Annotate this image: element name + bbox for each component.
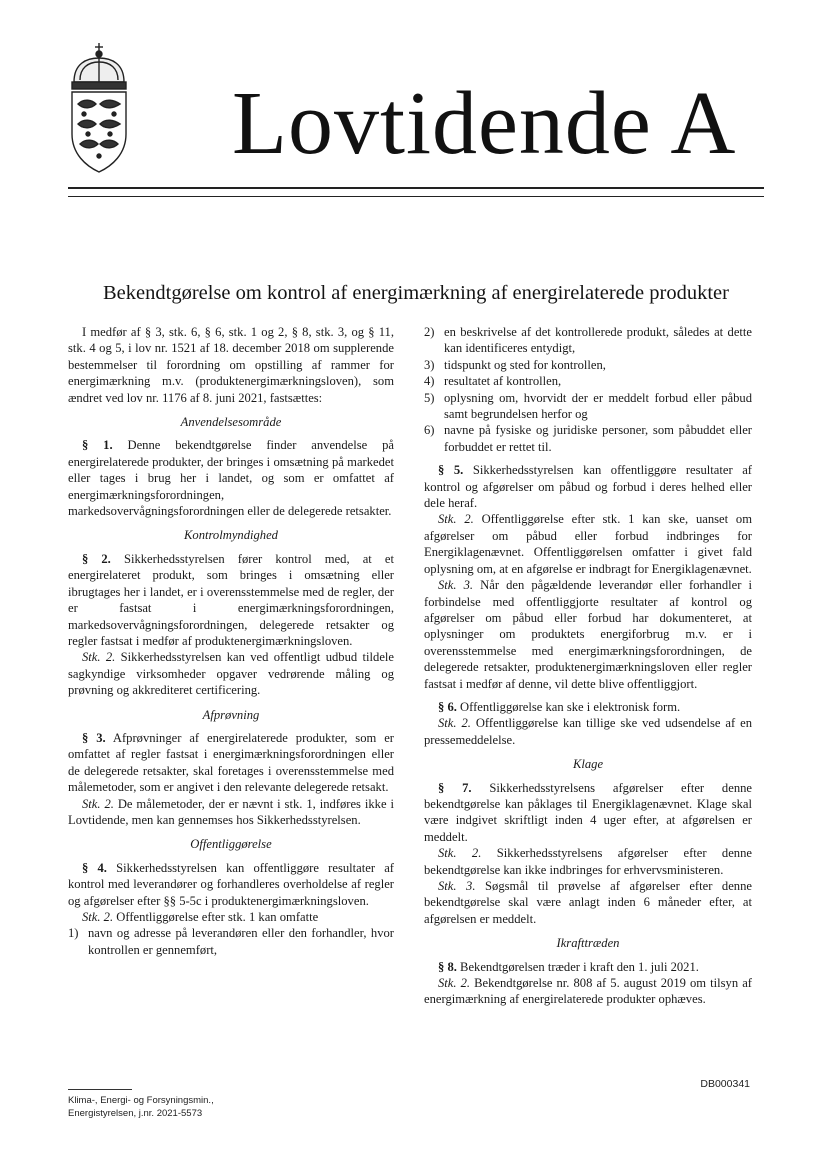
heading-ikrafttraeden: Ikrafttræden: [556, 936, 620, 951]
footnote-ministry: Klima-, Energi- og Forsyningsmin.,: [68, 1095, 214, 1106]
list-item: [424, 357, 752, 373]
list-item: [424, 422, 752, 455]
section-6: [424, 699, 752, 715]
list-item: [424, 324, 752, 357]
footnote-rule: [68, 1089, 132, 1090]
section-3: [68, 730, 394, 796]
section-2-label: § 2.: [82, 551, 111, 566]
footnote-agency: Energistyrelsen, j.nr. 2021-5573: [68, 1108, 203, 1119]
section-5: [424, 462, 752, 511]
heading-afproevning: Afprøvning: [202, 707, 260, 722]
section-5-stk-2-label: Stk. 2.: [438, 512, 474, 527]
right-column: [424, 324, 752, 1008]
section-5-text: Sikkerhedsstyrelsen kan offentliggøre resultater af kontrol og afgørelser om påbud og forbud i deres helhed eller dele heraf.: [424, 463, 752, 511]
heading-anvendelsesomraade: Anvendelsesområde: [180, 415, 282, 430]
list-item-number: 6): [424, 423, 435, 438]
section-2: [68, 551, 394, 649]
section-1-label: § 1.: [82, 438, 113, 453]
section-6-stk-2-label: Stk. 2.: [438, 716, 471, 731]
section-2-stk-2-text: Sikkerhedsstyrelsen kan ved offentligt udbud tildele sagkyndige virksomheder opgaver vedrørende måling og prøvning og akkrediteret certificering.: [68, 650, 394, 698]
list-item-text: en beskrivelse af det kontrollerede produkt, således at dette kan identificeres entydigt,: [444, 325, 752, 356]
section-3-stk-2: [68, 796, 394, 829]
section-5-stk-2: [424, 511, 752, 577]
heading-kontrolmyndighed: Kontrolmyndighed: [184, 528, 278, 543]
section-4-stk-2: [68, 909, 394, 925]
document-title: Bekendtgørelse om kontrol af energimærkning af energirelaterede produkter: [103, 282, 729, 304]
section-5-label: § 5.: [438, 463, 464, 478]
section-5-stk-3: [424, 577, 752, 692]
list-item-number: 4): [424, 374, 435, 389]
section-8-label: § 8.: [438, 959, 457, 974]
section-7-stk-2-label: Stk. 2.: [438, 846, 482, 861]
section-6-label: § 6.: [438, 699, 457, 714]
section-2-stk-2-label: Stk. 2.: [82, 650, 116, 665]
section-7: [424, 780, 752, 846]
list-item-text: navne på fysiske og juridiske personer, som påbuddet eller forbuddet er rettet til.: [444, 423, 752, 454]
section-7-stk-2: [424, 845, 752, 878]
section-3-text: Afprøvninger af energirelaterede produkter, som er omfattet af regler fastsat i energimærkningsforordningen eller de delegerede retsakter, skal foretages i overensstemmelse med målemetoder, som er angivet i den relevante delegerede retsakt.: [68, 730, 394, 795]
section-8-stk-2-text: Bekendtgørelse nr. 808 af 5. august 2019 om tilsyn af energimærkning af energirelaterede produkter ophæves.: [424, 976, 752, 1007]
section-4-text: Sikkerhedsstyrelsen kan offentliggøre resultater af kontrol med leverandører og forhandleres overholdelse af regler og afgørelser efter §§ 5-5c i produktenergimærkningsloven.: [68, 860, 394, 908]
section-7-stk-2-text: Sikkerhedsstyrelsens afgørelser efter denne bekendtgørelse kan ikke indbringes for erhvervsministeren.: [424, 846, 752, 877]
section-8: [424, 959, 752, 975]
danish-coat-of-arms-icon: [66, 42, 132, 174]
list-item-text: resultatet af kontrollen,: [444, 374, 562, 389]
section-5-stk-2-text: Offentliggørelse efter stk. 1 kan ske, uanset om afgørelser om påbud eller forbud indbringes for Energiklagenævnet. Offentliggørelsen omfatter i givet fald oplysning om, at en afgørelse er indbragt for Energiklagenævnet.: [424, 512, 752, 576]
section-7-stk-3-text: Søgsmål til prøvelse af afgørelser efter denne bekendtgørelse skal være anlagt inden 6 måneder efter, at afgørelsen er meddelt.: [424, 879, 752, 926]
list-item: [68, 925, 394, 958]
list-item: [424, 373, 752, 389]
masthead-title: Lovtidende A: [232, 74, 737, 173]
section-4: [68, 860, 394, 909]
section-7-text: Sikkerhedsstyrelsens afgørelser efter denne bekendtgørelse kan påklages til Energiklagenævnet. Klage skal være indgivet skriftligt inden 4 uger efter, at afgørelsen er meddelt.: [424, 780, 752, 844]
preamble: I medfør af § 3, stk. 6, § 6, stk. 1 og 2, § 8, stk. 3, og § 11, stk. 4 og 5, i lov nr. 1521 af 18. december 2018 om supplerende bestemmelser til forordning om opstilling af rammer for energimærkning m.v. (produktenergimærkningsloven), som ændret ved lov nr. 1176 af 8. juni 2021, fastsættes:: [68, 325, 394, 405]
list-item-number: 2): [424, 325, 435, 339]
list-item: [424, 390, 752, 423]
section-8-text: Bekendtgørelsen træder i kraft den 1. juli 2021.: [460, 959, 699, 974]
section-4-label: § 4.: [82, 860, 107, 875]
section-7-label: § 7.: [438, 780, 472, 795]
left-column: [68, 324, 394, 958]
section-1: [68, 437, 394, 519]
list-item-text: oplysning om, hvorvidt der er meddelt forbud eller påbud samt begrundelsen herfor og: [444, 390, 752, 422]
heading-klage: Klage: [572, 757, 604, 772]
section-1-text: Denne bekendtgørelse finder anvendelse på energirelaterede produkter, der bringes i omsætning på markedet eller tages i brug her i landet, og som er omfattet af energimærkningsforordningen, markedsovervågningsforordningen eller de delegerede retsakter.: [68, 438, 394, 519]
section-6-stk-2-text: Offentliggørelse kan tillige ske ved udsendelse af en pressemeddelelse.: [424, 716, 752, 747]
section-2-text: Sikkerhedsstyrelsen fører kontrol med, at et energirelateret produkt, som bringes i omsætning eller ibrugtages her i landet, er i overensstemmelse med de regler, der er fastsat i energimærkningsforordningen, markedsovervågningsforordningen, delegerede retsakter og regler fastsat i medfør af produktenergimærkningsloven.: [68, 551, 394, 648]
heading-offentliggoerelse: Offentliggørelse: [190, 837, 272, 852]
list-item-text: tidspunkt og sted for kontrollen,: [444, 357, 606, 372]
section-3-stk-2-label: Stk. 2.: [82, 796, 114, 811]
section-4-stk-2-label: Stk. 2.: [82, 910, 114, 924]
section-5-stk-3-text: Når den pågældende leverandør eller forhandler i forbindelse med offentliggjorte resultater af kontrol og afgørelser om påbud eller forbud har dokumenteret, at oplysninger om produktets energiforbrug m.v. er i overensstemmelse med energimærkningsforordningen, de delegerede retsakter, produktenergimærkningsloven eller regler fastsat i medfør af denne, vil dette blive offentliggjort.: [424, 578, 752, 691]
list-item-number: 3): [424, 357, 435, 372]
list-item-number: 1): [68, 926, 79, 941]
section-5-stk-3-label: Stk. 3.: [438, 578, 474, 593]
masthead-rule-top: [68, 187, 764, 189]
section-8-stk-2-label: Stk. 2.: [438, 976, 471, 991]
section-6-text: Offentliggørelse kan ske i elektronisk form.: [460, 699, 681, 714]
footnote: [68, 1094, 214, 1120]
document-code: DB000341: [700, 1078, 750, 1090]
section-7-stk-3: [424, 878, 752, 927]
section-7-stk-3-label: Stk. 3.: [438, 879, 476, 893]
section-6-stk-2: [424, 715, 752, 748]
list-item-text: navn og adresse på leverandøren eller den forhandler, hvor kontrollen er gennemført,: [88, 926, 394, 957]
section-3-stk-2-text: De målemetoder, der er nævnt i stk. 1, indføres ikke i Lovtidende, men kan gennemses hos Sikkerhedsstyrelsen.: [68, 796, 394, 827]
section-8-stk-2: [424, 975, 752, 1008]
section-3-label: § 3.: [82, 730, 106, 745]
list-item-number: 5): [424, 390, 435, 405]
section-4-stk-2-text: Offentliggørelse efter stk. 1 kan omfatte: [116, 910, 319, 924]
masthead-rule-bottom: [68, 196, 764, 197]
section-2-stk-2: [68, 649, 394, 698]
